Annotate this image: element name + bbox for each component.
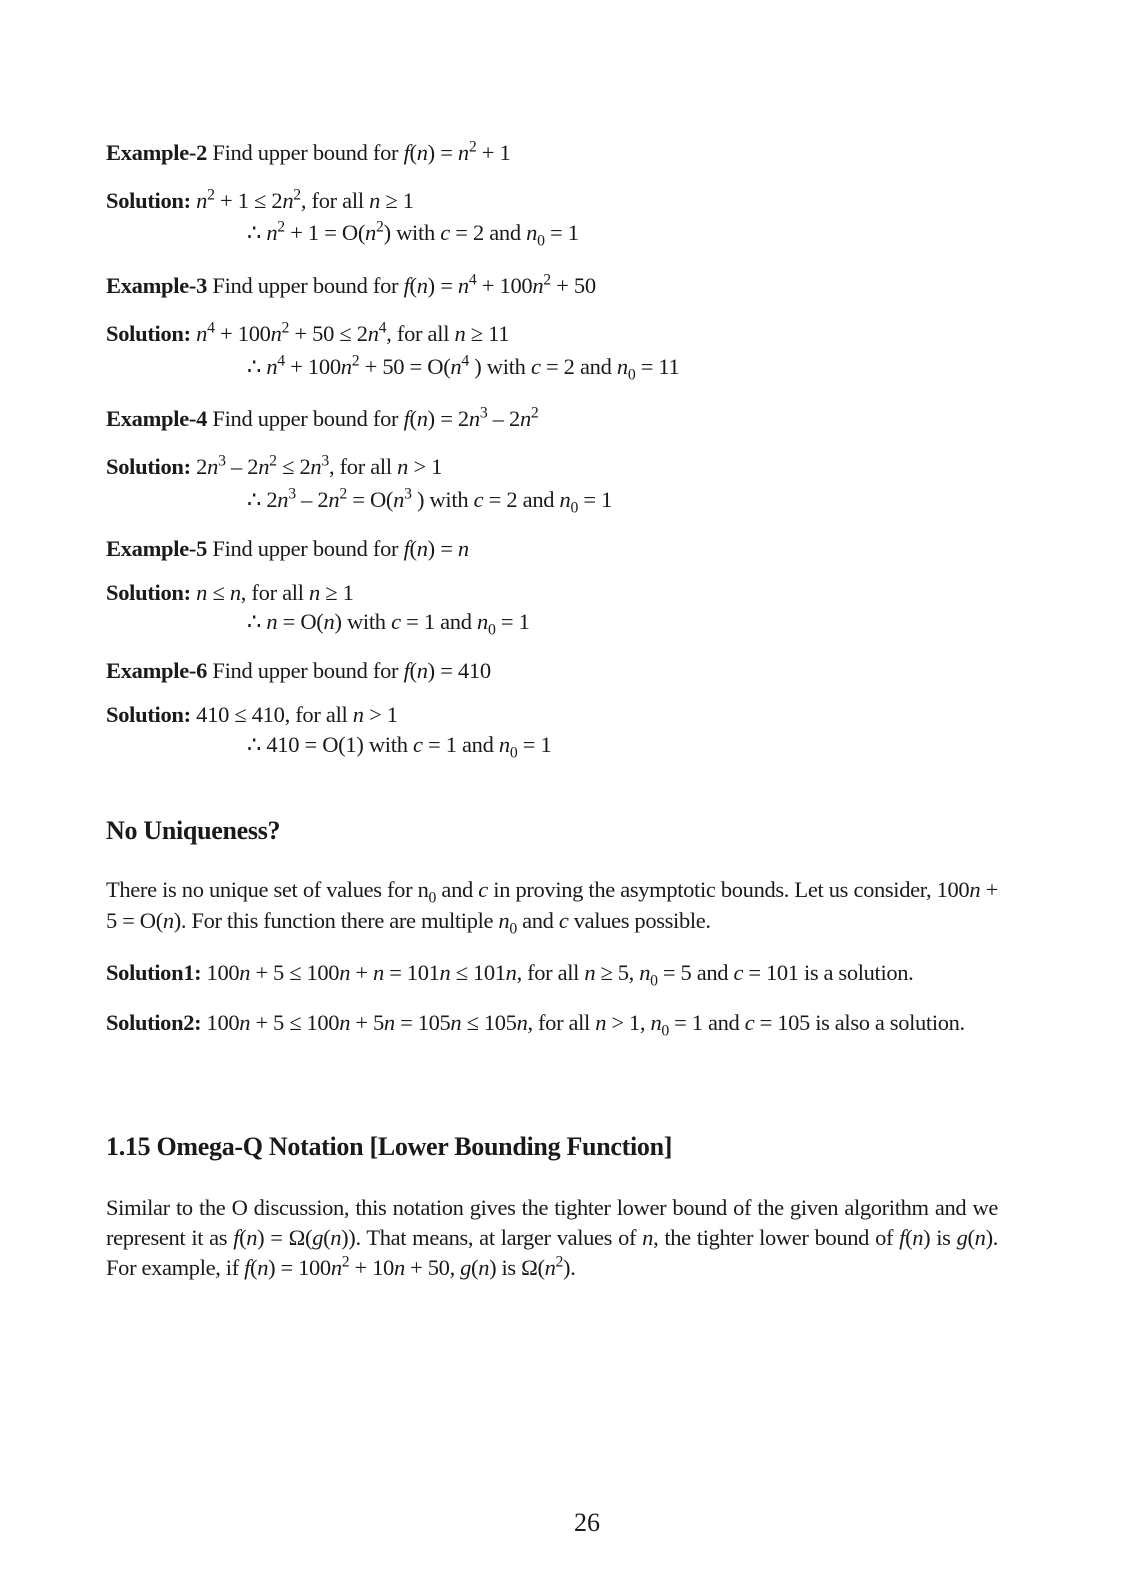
page-number: 26 [574,1508,600,1537]
example-6-conclusion: ∴ 410 = O(1) with c = 1 and $n_0 = 1$ [247,732,552,762]
example-6-title: Example-6 Find upper bound for f(n) = 410 [106,658,491,683]
example-3-conclusion: ∴ $n^4 + 100n^2 + 50 = O(n^4$ ) with c = 2 and $n_0 = 11$ [247,352,680,384]
example-5-title: Example-5 Find upper bound for f(n) = n [106,536,469,561]
section-heading-no-uniqueness: No Uniqueness? [106,816,281,845]
example-4-conclusion: ∴ $2n^3 - 2n^2 = O(n^3$ ) with c = 2 and $n_0 = 1$ [247,485,613,517]
solution1-paragraph: Solution1: 100n + 5 ≤ 100n + n = 101n ≤ 101n, for all n ≥ 5, $n_0 = 5$ and c = 101 is a solution. [106,960,914,990]
solution2-paragraph: Solution2: 100n + 5 ≤ 100n + 5n = 105n ≤ 105n, for all n > 1, $n_0 = 1$ and c = 105 is also a solution. [106,1010,965,1040]
example-3-solution: Solution: $n^4 + 100n^2 + 50 \le 2n^4$, for all n ≥ 11 [106,319,510,346]
example-6-solution: Solution: 410 ≤ 410, for all n > 1 [106,702,398,727]
example-label: Example-5 [106,536,208,561]
example-label: Example-6 [106,658,208,683]
example-5-solution: Solution: n ≤ n, for all n ≥ 1 [106,580,354,605]
example-label: Example-3 [106,273,208,298]
example-label: Example-2 [106,140,208,165]
solution-label: Solution: [106,188,191,213]
example-5-conclusion: ∴ n = O(n) with c = 1 and $n_0 = 1$ [247,609,530,639]
example-2-solution: Solution: $n^2 + 1 \le 2n^2$, for all n ≥ 1 [106,186,414,213]
no-uniqueness-paragraph: There is no unique set of values for $n_0$ and c in proving the asymptotic bounds. Let us consider, 100n + 5 = O(n). For this function there are multiple $n_0$ and c values possible. [106,877,998,938]
example-2-conclusion: ∴ $n^2 + 1 = O(n^2)$ with c = 2 and $n_0 = 1$ [247,218,579,250]
solution-label: Solution: [106,580,191,605]
example-2-title: Example-2 Find upper bound for $f(n) = n^2 + 1$ [106,138,511,165]
solution2-label: Solution2: [106,1010,202,1035]
example-4-solution: Solution: $2n^3 - 2n^2 \le 2n^3$, for all n > 1 [106,452,443,479]
section-heading-omega-notation: 1.15 Omega-Q Notation [Lower Bounding Function] [106,1132,673,1161]
example-label: Example-4 [106,406,208,431]
example-4-title: Example-4 Find upper bound for $f(n) = 2n^3 - 2n^2$ [106,404,539,431]
omega-paragraph: Similar to the O discussion, this notation gives the tighter lower bound of the given algorithm and we represent it as f(n) = Ω(g(n)). That means, at larger values of n, the tighter lower bound of f(n) is g(n). For example, if $f(n) = 100n^2 + 10n + 50$, g(n) is $\Omega(n^2)$. [106,1195,998,1280]
solution-label: Solution: [106,454,191,479]
solution1-label: Solution1: [106,960,202,985]
solution-label: Solution: [106,702,191,727]
example-3-title: Example-3 Find upper bound for $f(n) = n^4 + 100n^2 + 50$ [106,271,596,298]
solution-label: Solution: [106,321,191,346]
